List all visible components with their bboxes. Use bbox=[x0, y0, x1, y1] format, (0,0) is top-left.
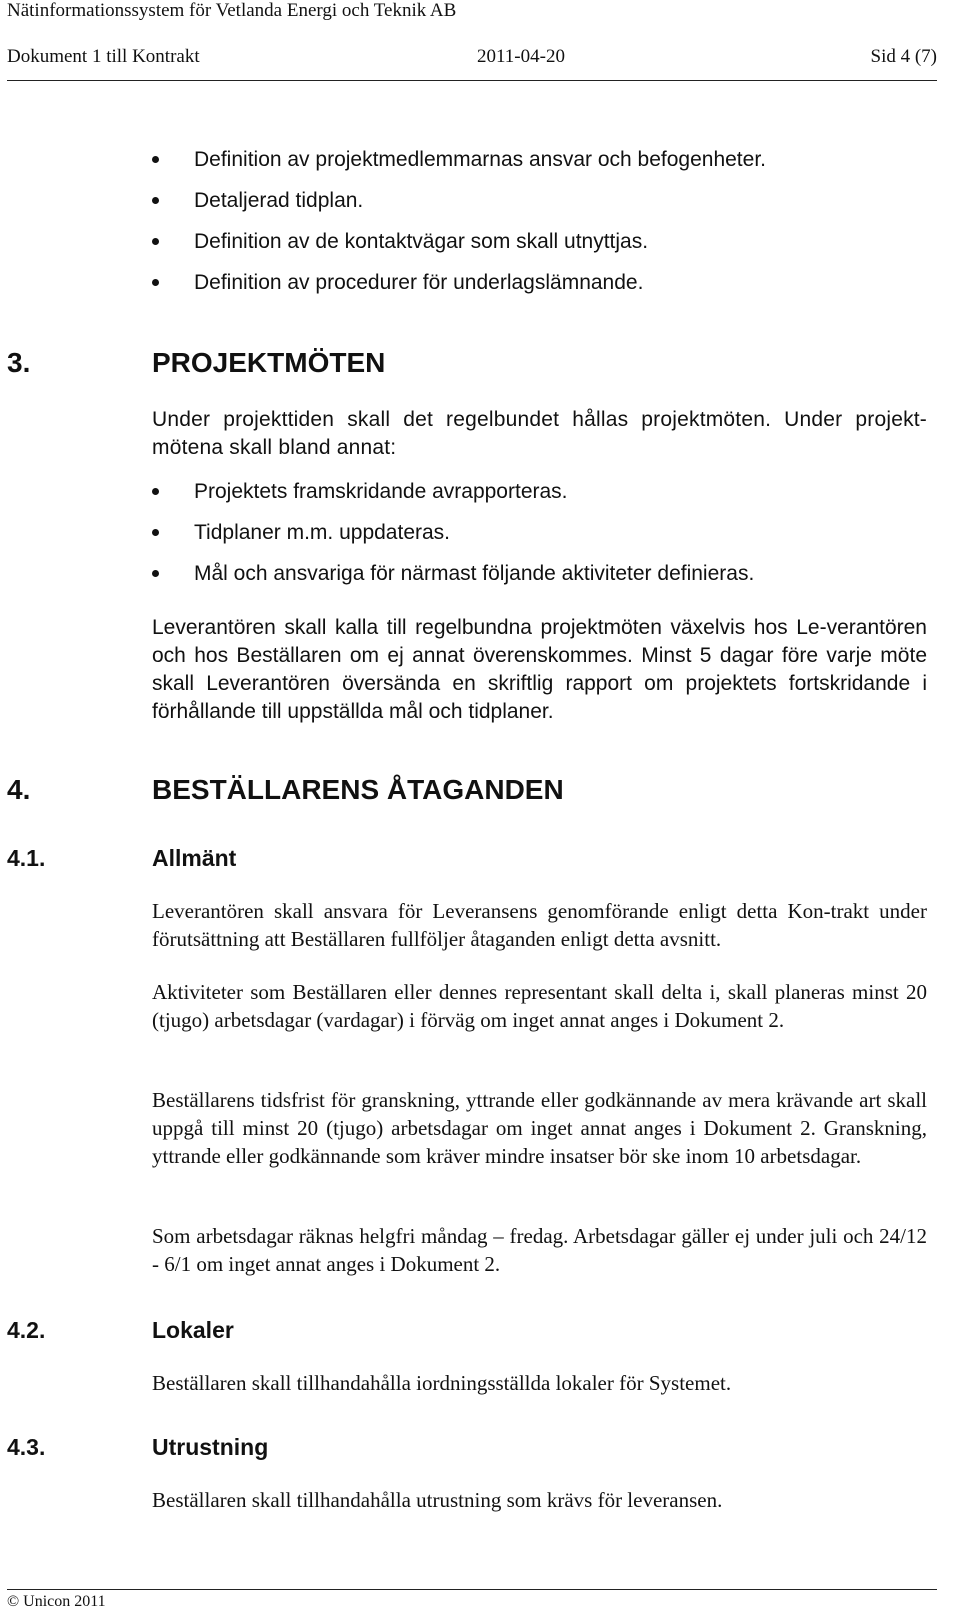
list-item: Projektets framskridande avrapporteras. bbox=[152, 471, 754, 512]
subsection-title: Allmänt bbox=[152, 845, 237, 871]
page-number: Sid 4 (7) bbox=[870, 46, 937, 67]
subsection-number: 4.3. bbox=[7, 1434, 46, 1460]
list-item: Definition av de kontaktvägar som skall utnyttjas. bbox=[152, 221, 766, 262]
list-item: Definition av procedurer för underlagslämnande. bbox=[152, 262, 766, 303]
document-header-row bbox=[7, 46, 937, 68]
subsection-title: Lokaler bbox=[152, 1317, 234, 1343]
section-title: BESTÄLLARENS ÅTAGANDEN bbox=[152, 774, 564, 805]
allmant-paragraph-3: Beställarens tidsfrist för granskning, yttrande eller godkännande av mera krävande art skall uppgå till minst 20 (tjugo) arbetsdagar om inget annat anges i Dokument 2. Granskning, yttrande eller godkännande som kräver mindre insatser bör ske inom 10 arbetsdagar. bbox=[152, 1088, 927, 1168]
list-item: Tidplaner m.m. uppdateras. bbox=[152, 512, 754, 553]
document-system-title: Nätinformationssystem för Vetlanda Energi och Teknik AB bbox=[7, 0, 457, 21]
list-item: Mål och ansvariga för närmast följande aktiviteter definieras. bbox=[152, 553, 754, 594]
header-divider bbox=[7, 80, 937, 81]
footer-divider bbox=[7, 1589, 937, 1590]
allmant-paragraph-1: Leverantören skall ansvara för Leveransens genomförande enligt detta Kon-trakt under förutsättning att Beställaren fullföljer åtaganden enligt detta avsnitt. bbox=[152, 899, 927, 951]
section3-bullet-list bbox=[152, 471, 754, 594]
subsection-title: Utrustning bbox=[152, 1434, 269, 1460]
lokaler-paragraph: Beställaren skall tillhandahålla iordningsställda lokaler för Systemet. bbox=[152, 1371, 732, 1395]
section-title: PROJEKTMÖTEN bbox=[152, 347, 386, 378]
document-date: 2011-04-20 bbox=[477, 46, 565, 67]
section-number: 3. bbox=[7, 347, 31, 378]
subsection-number: 4.1. bbox=[7, 845, 46, 871]
footer-copyright: © Unicon 2011 bbox=[7, 1593, 106, 1610]
intro-bullet-list bbox=[152, 139, 766, 303]
allmant-paragraph-2: Aktiviteter som Beställaren eller dennes representant skall delta i, skall planeras minst 20 (tjugo) arbetsdagar (vardagar) i förväg om inget annat anges i Dokument 2. bbox=[152, 980, 927, 1032]
section3-meetings-paragraph: Leverantören skall kalla till regelbundna projektmöten växelvis hos Le-verantören och hos Beställaren om ej annat överenskommes. Minst 5 dagar före varje möte skall Leverantören översända en skriftlig rapport om projektets fortskridande i förhållande till uppställda mål och tidplaner. bbox=[152, 616, 927, 723]
allmant-paragraph-4: Som arbetsdagar räknas helgfri måndag – fredag. Arbetsdagar gäller ej under juli och 24/12 - 6/1 om inget annat anges i Dokument 2. bbox=[152, 1224, 927, 1276]
list-item: Definition av projektmedlemmarnas ansvar och befogenheter. bbox=[152, 139, 766, 180]
subsection-number: 4.2. bbox=[7, 1317, 46, 1343]
section-number: 4. bbox=[7, 774, 31, 805]
section3-intro-paragraph: Under projekttiden skall det regelbundet hållas projektmöten. Under projekt-mötena skall bland annat: bbox=[152, 408, 927, 459]
utrustning-paragraph: Beställaren skall tillhandahålla utrustning som krävs för leveransen. bbox=[152, 1488, 723, 1512]
list-item: Detaljerad tidplan. bbox=[152, 180, 766, 221]
document-reference: Dokument 1 till Kontrakt bbox=[7, 46, 200, 67]
